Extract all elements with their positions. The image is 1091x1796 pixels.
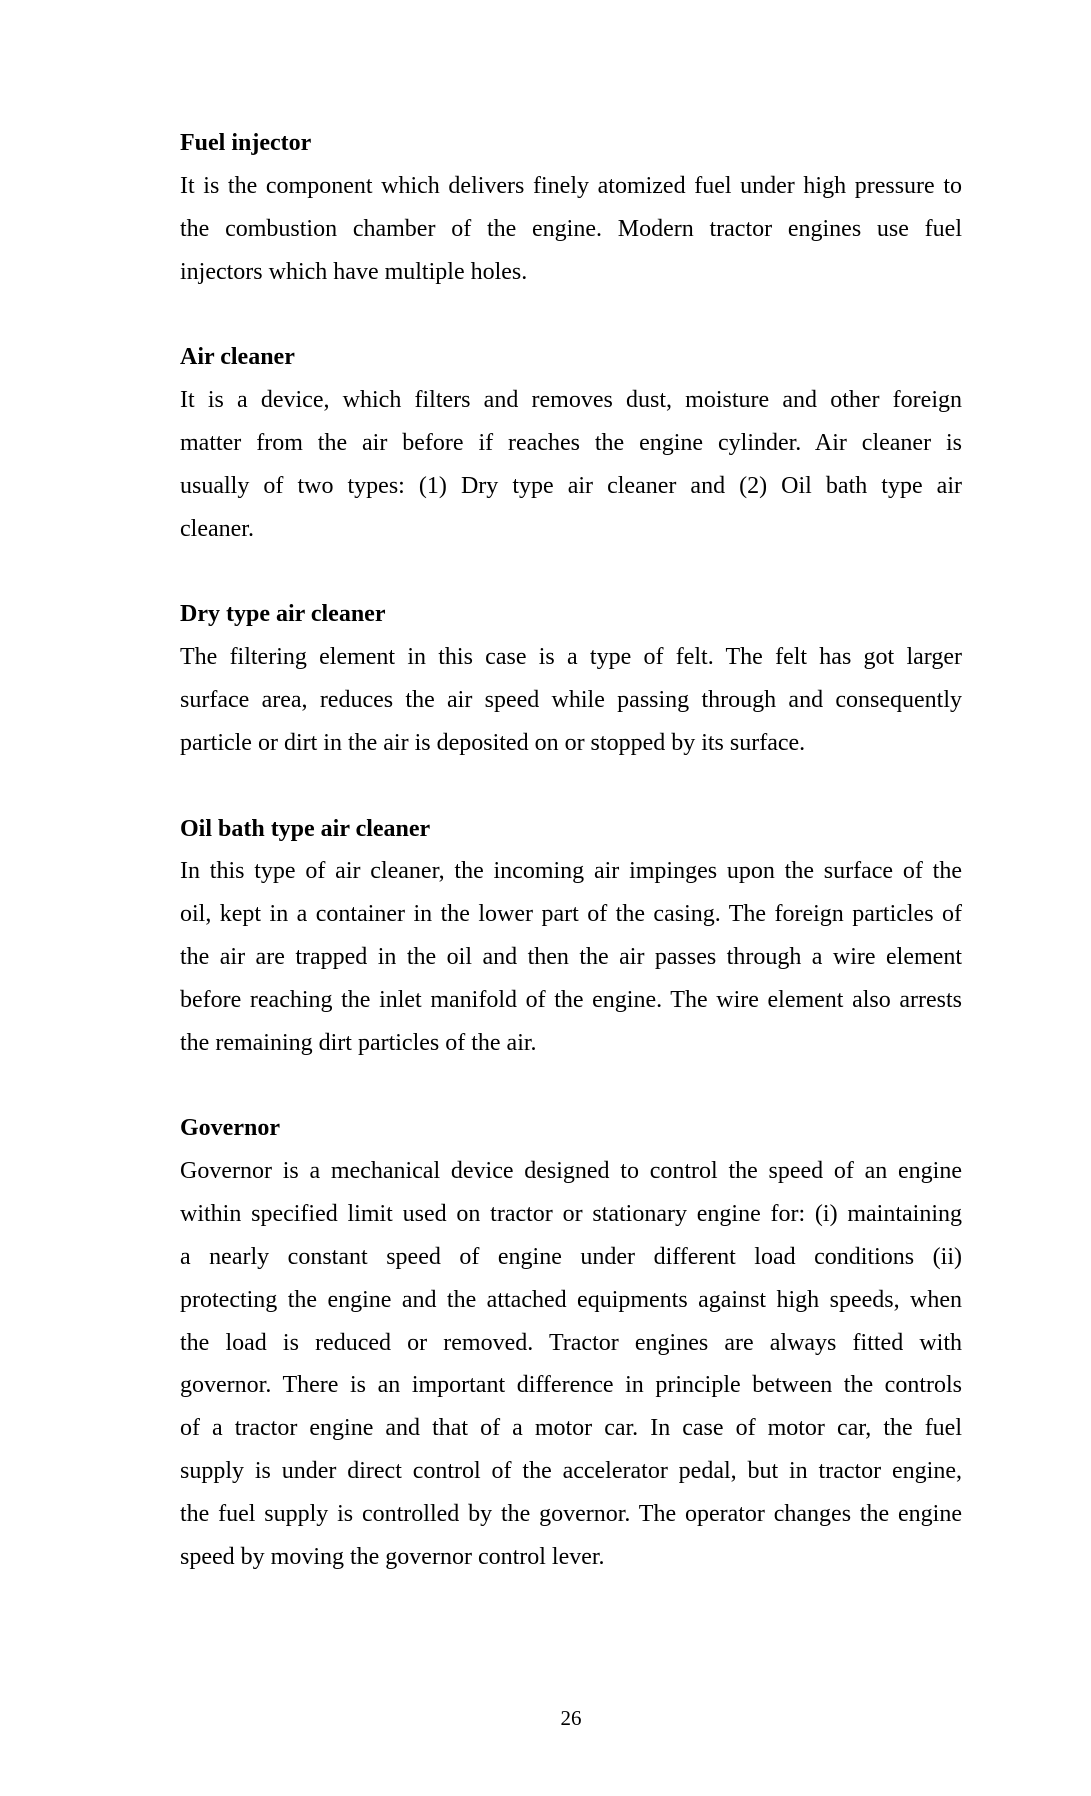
body-line: surface area, reduces the air speed while passing through and consequently bbox=[180, 686, 962, 713]
body-line: injectors which have multiple holes. bbox=[180, 258, 528, 285]
body-line: before reaching the inlet manifold of the engine. The wire element also arrests bbox=[180, 986, 962, 1013]
body-line: particle or dirt in the air is deposited on or stopped by its surface. bbox=[180, 729, 806, 756]
section-governor bbox=[180, 1107, 962, 1578]
body-line: governor. There is an important difference in principle between the controls bbox=[180, 1372, 962, 1399]
body-line: the air are trapped in the oil and then the air passes through a wire element bbox=[180, 944, 962, 971]
body-line: cleaner. bbox=[180, 515, 254, 542]
section-dry-type-air-cleaner bbox=[180, 593, 962, 764]
section-heading: Air cleaner bbox=[180, 344, 295, 371]
section-heading: Fuel injector bbox=[180, 130, 312, 156]
body-line: It is a device, which filters and removes dust, moisture and other foreign bbox=[180, 387, 962, 414]
body-line: usually of two types: (1) Dry type air cleaner and (2) Oil bath type air bbox=[180, 472, 962, 499]
body-line: of a tractor engine and that of a motor car. In case of motor car, the fuel bbox=[180, 1415, 962, 1442]
body-line: In this type of air cleaner, the incoming air impinges upon the surface of the bbox=[180, 858, 962, 885]
section-heading: Governor bbox=[180, 1115, 280, 1142]
text-column bbox=[180, 122, 962, 1579]
body-line: It is the component which delivers finely atomized fuel under high pressure to bbox=[180, 172, 962, 199]
body-line: speed by moving the governor control lever. bbox=[180, 1543, 605, 1570]
section-fuel-injector bbox=[180, 122, 962, 293]
body-line: the combustion chamber of the engine. Modern tractor engines use fuel bbox=[180, 215, 962, 242]
body-line: oil, kept in a container in the lower part of the casing. The foreign particles of bbox=[180, 901, 962, 928]
page-number: 26 bbox=[560, 1706, 582, 1730]
body-line: matter from the air before if reaches the engine cylinder. Air cleaner is bbox=[180, 429, 962, 456]
section-heading: Dry type air cleaner bbox=[180, 601, 386, 628]
body-line: the load is reduced or removed. Tractor engines are always fitted with bbox=[180, 1329, 962, 1356]
body-line: Governor is a mechanical device designed to control the speed of an engine bbox=[180, 1158, 962, 1185]
section-air-cleaner bbox=[180, 336, 962, 550]
body-line: the fuel supply is controlled by the governor. The operator changes the engine bbox=[180, 1501, 962, 1527]
body-line: protecting the engine and the attached equipments against high speeds, when bbox=[180, 1286, 962, 1313]
body-line: the remaining dirt particles of the air. bbox=[180, 1029, 537, 1056]
section-oil-bath-type-air-cleaner bbox=[180, 808, 962, 1065]
body-line: within specified limit used on tractor or stationary engine for: (i) maintaining bbox=[180, 1201, 962, 1228]
body-line: a nearly constant speed of engine under different load conditions (ii) bbox=[180, 1243, 962, 1270]
body-line: supply is under direct control of the accelerator pedal, but in tractor engine, bbox=[180, 1458, 962, 1485]
body-line: The filtering element in this case is a type of felt. The felt has got larger bbox=[180, 644, 962, 671]
section-heading: Oil bath type air cleaner bbox=[180, 815, 431, 842]
